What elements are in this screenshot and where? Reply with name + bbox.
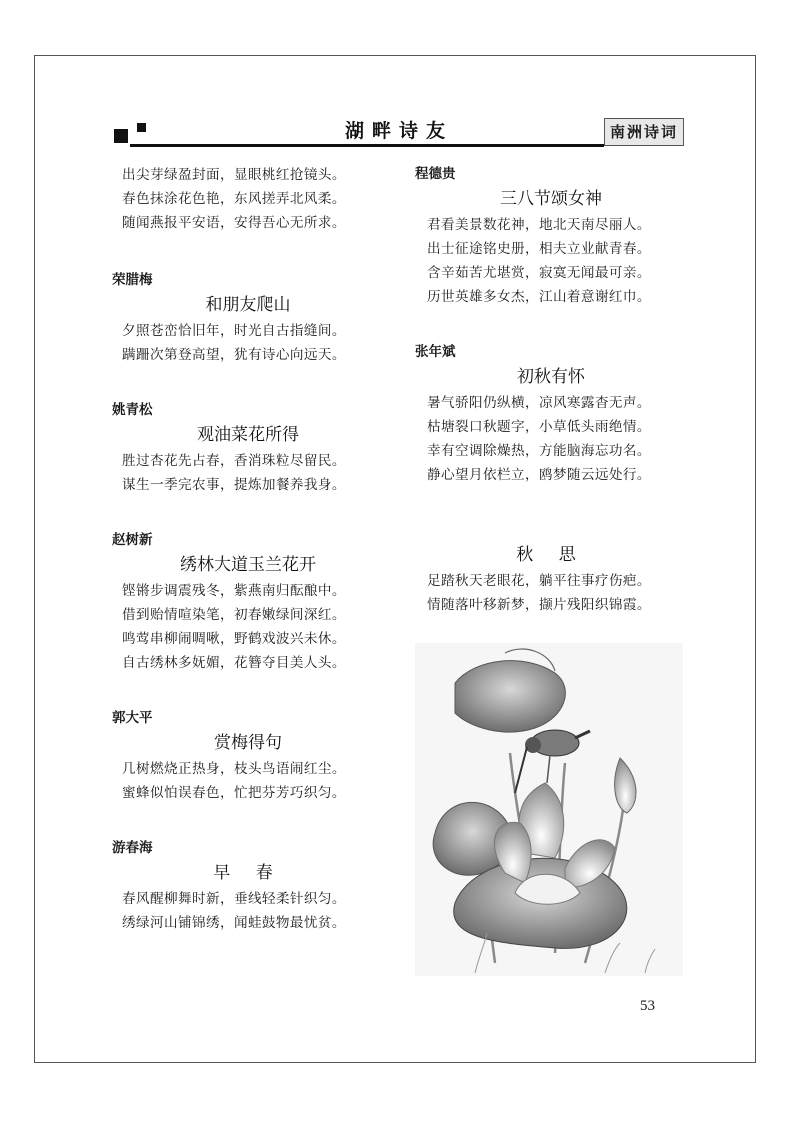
poem-line: 自古绣林多妩媚，花簪夺目美人头。 (122, 655, 346, 671)
right-column (415, 163, 687, 617)
poem-title: 早 春 (213, 863, 283, 883)
journal-tag: 南洲诗词 (604, 118, 684, 146)
poem-title: 和朋友爬山 (205, 295, 291, 315)
poem-line: 情随落叶移新梦，撷片残阳织锦霞。 (427, 597, 651, 613)
poem-line: 夕照苍峦恰旧年，时光自古指缝间。 (122, 323, 346, 339)
section-title: 湖畔诗友 (344, 120, 453, 142)
poem-line: 出尖芽绿盈封面，显眼桃红抢镜头。 (122, 167, 346, 183)
poem-author: 张年斌 (415, 344, 456, 360)
poem-title: 秋 思 (516, 545, 586, 565)
poem-line: 历世英雄多女杰，江山着意谢红巾。 (427, 289, 651, 305)
poem-title: 绣林大道玉兰花开 (180, 555, 316, 575)
poem-line: 铿锵步调震残冬，紫燕南归酝酿中。 (122, 583, 346, 599)
poem-line: 胜过杏花先占春，香消珠粒尽留民。 (122, 453, 346, 469)
poem-line: 随闻燕报平安语，安得吾心无所求。 (122, 215, 346, 231)
poem-line: 春色抹涂花色艳，东风搓弄北风柔。 (122, 191, 346, 207)
poem-line: 暑气骄阳仍纵横，凉风寒露杳无声。 (427, 395, 651, 411)
poem-line: 蹒跚次第登高望，犹有诗心向远天。 (122, 347, 346, 363)
poem-line: 君看美景数花神，地北天南尽丽人。 (427, 217, 651, 233)
poem-line: 静心望月依栏立，鸥梦随云远处行。 (427, 467, 651, 483)
poem-line: 含辛茹苦尤堪赏，寂寞无闻最可亲。 (427, 265, 651, 281)
poem-line: 几树燃烧正热身，枝头鸟语闹红尘。 (122, 761, 346, 777)
poem-author: 荣腊梅 (112, 272, 153, 288)
poem-line: 枯塘裂口秋题字，小草低头雨绝情。 (427, 419, 651, 435)
bird-shape (515, 730, 590, 793)
poem-line: 春风醒柳舞时新，垂线轻柔针织匀。 (122, 891, 346, 907)
poem-line: 谋生一季完农事，提炼加餐养我身。 (122, 477, 346, 493)
poem-author: 程德贵 (415, 166, 456, 182)
lotus-bird-illustration (415, 643, 683, 976)
poem-line: 幸有空调除燥热，方能脑海忘功名。 (427, 443, 651, 459)
poem-author (415, 519, 687, 541)
poem-title: 赏梅得句 (214, 733, 282, 753)
poem-line: 出士征途铭史册，相夫立业献青春。 (427, 241, 651, 257)
poem-line: 绣绿河山铺锦绣，闻蛙鼓物最忧贫。 (122, 915, 346, 931)
page-header (114, 112, 684, 148)
page-number: 53 (640, 998, 655, 1014)
poem-title: 初秋有怀 (517, 367, 585, 387)
header-rule (130, 144, 604, 147)
poem-author: 郭大平 (112, 710, 153, 726)
lotus-painting (415, 643, 683, 976)
intro-stanza (112, 163, 384, 235)
poem-line: 借到贻情喧染笔，初春嫩绿间深红。 (122, 607, 346, 623)
poem-line: 蜜蜂似怕误春色，忙把芬芳巧织匀。 (122, 785, 346, 801)
poem-title: 观油菜花所得 (197, 425, 299, 445)
poem-author: 游春海 (112, 840, 153, 856)
poem-line: 鸣莺串柳闹啁啾，野鹤戏波兴未休。 (122, 631, 346, 647)
poem-author: 姚青松 (112, 402, 153, 418)
left-column (112, 163, 384, 935)
poem-author: 赵树新 (112, 532, 153, 548)
poem-line: 足踏秋天老眼花，躺平往事疗伤疤。 (427, 573, 651, 589)
poem-title: 三八节颂女神 (500, 189, 602, 209)
